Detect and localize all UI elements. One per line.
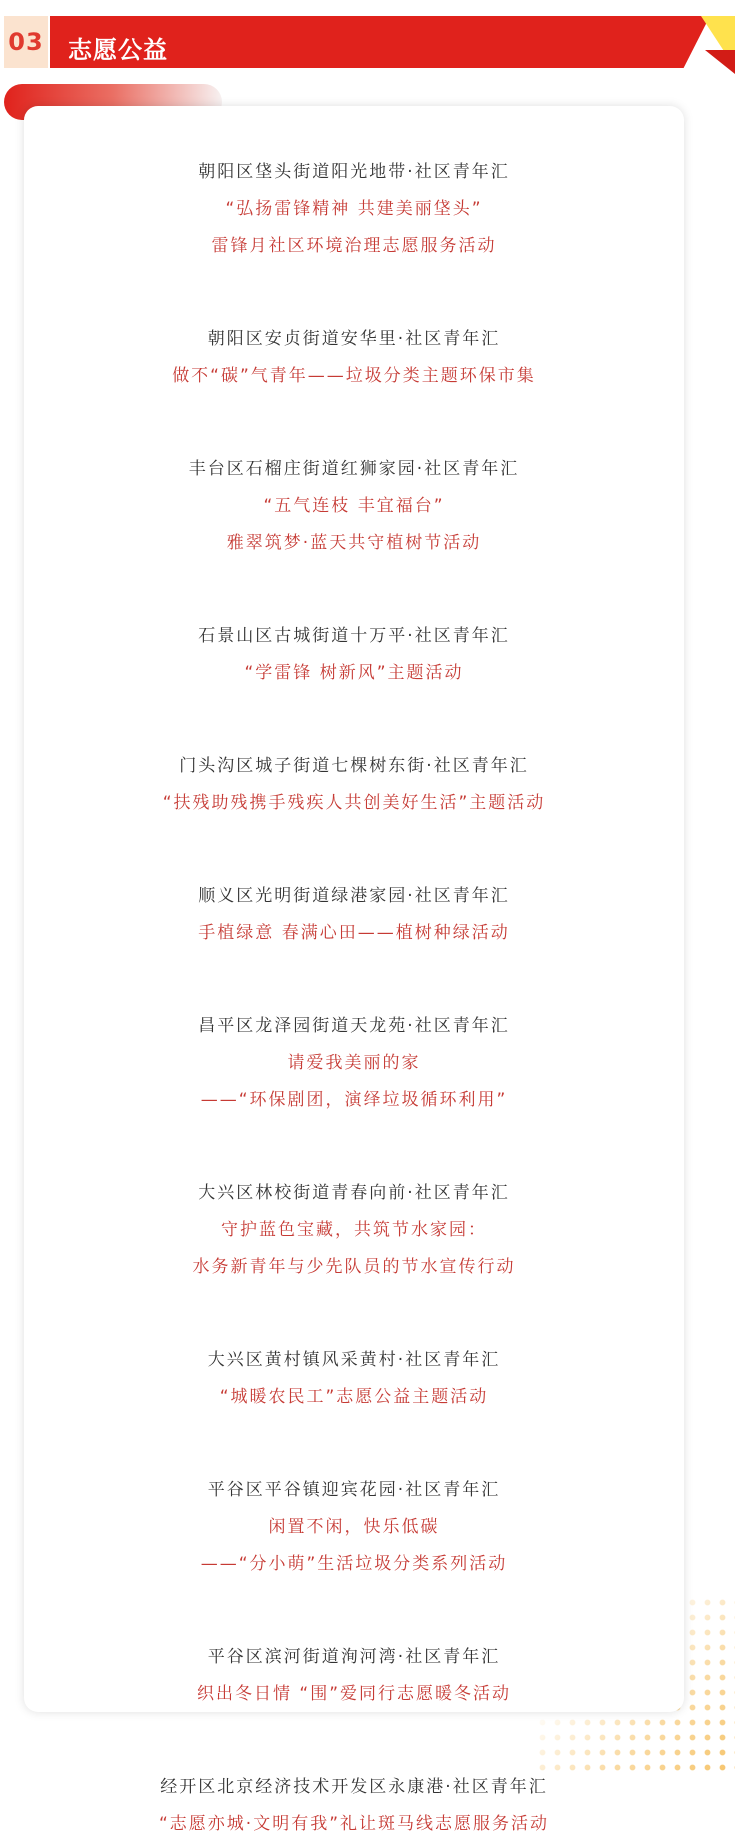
activity-entry <box>24 748 684 822</box>
activity-title-line: “学雷锋 树新风”主题活动 <box>244 663 464 683</box>
activity-title-line: ——“分小萌”生活垃圾分类系列活动 <box>200 1554 508 1574</box>
community-location: 大兴区黄村镇风采黄村·社区青年汇 <box>207 1350 501 1370</box>
activity-title-line: 雅翠筑梦·蓝天共守植树节活动 <box>226 533 482 553</box>
community-location: 经开区北京经济技术开发区永康港·社区青年汇 <box>160 1777 548 1797</box>
header-corner-fold <box>705 50 735 74</box>
activity-title-line: 手植绿意 春满心田——植树种绿活动 <box>198 923 510 943</box>
community-location: 朝阳区垡头街道阳光地带·社区青年汇 <box>198 162 510 182</box>
community-location: 大兴区林校街道青春向前·社区青年汇 <box>198 1183 510 1203</box>
community-location: 朝阳区安贞街道安华里·社区青年汇 <box>207 329 501 349</box>
activity-title-line: 闲置不闲，快乐低碳 <box>268 1517 440 1537</box>
activity-entry <box>24 878 684 952</box>
activity-entry <box>24 321 684 395</box>
activity-entry <box>24 1008 684 1119</box>
community-location: 石景山区古城街道十万平·社区青年汇 <box>198 626 510 646</box>
community-location: 平谷区平谷镇迎宾花园·社区青年汇 <box>207 1480 501 1500</box>
activity-entry <box>24 1175 684 1286</box>
content-card <box>24 106 684 1834</box>
activity-title-line: ——“环保剧团，演绎垃圾循环利用” <box>200 1090 508 1110</box>
activity-title-line: “城暖农民工”志愿公益主题活动 <box>219 1387 489 1407</box>
activity-entry <box>24 618 684 692</box>
activity-entry <box>24 154 684 265</box>
activity-entry <box>24 1639 684 1713</box>
activity-entry <box>24 1342 684 1416</box>
activity-title-line: “五气连枝 丰宜福台” <box>263 496 445 516</box>
activity-title-line: 请爱我美丽的家 <box>287 1053 421 1073</box>
community-location: 顺义区光明街道绿港家园·社区青年汇 <box>198 886 510 906</box>
community-location: 丰台区石榴庄街道红狮家园·社区青年汇 <box>188 459 520 479</box>
community-location: 平谷区滨河街道洵河湾·社区青年汇 <box>207 1647 501 1667</box>
activity-title-line: 水务新青年与少先队员的节水宣传行动 <box>192 1257 516 1277</box>
activity-title-line: 守护蓝色宝藏，共筑节水家园： <box>221 1220 487 1240</box>
section-title: 志愿公益 <box>68 36 168 64</box>
activity-list <box>24 106 684 1843</box>
activity-entry <box>24 451 684 562</box>
section-number: 03 <box>4 16 48 68</box>
activity-title-line: “扶残助残携手残疾人共创美好生活”主题活动 <box>162 793 546 813</box>
activity-title-line: 织出冬日情 “围”爱同行志愿暖冬活动 <box>196 1684 512 1704</box>
activity-title-line: 雷锋月社区环境治理志愿服务活动 <box>211 236 497 256</box>
activity-entry <box>24 1472 684 1583</box>
activity-title-line: 做不“碳”气青年——垃圾分类主题环保市集 <box>172 366 536 386</box>
community-location: 门头沟区城子街道七棵树东街·社区青年汇 <box>179 756 529 776</box>
activity-title-line: “志愿亦城·文明有我”礼让斑马线志愿服务活动 <box>158 1814 550 1834</box>
section-header <box>0 12 735 68</box>
activity-title-line: “弘扬雷锋精神 共建美丽垡头” <box>225 199 483 219</box>
community-location: 昌平区龙泽园街道天龙苑·社区青年汇 <box>198 1016 510 1036</box>
activity-entry <box>24 1769 684 1843</box>
